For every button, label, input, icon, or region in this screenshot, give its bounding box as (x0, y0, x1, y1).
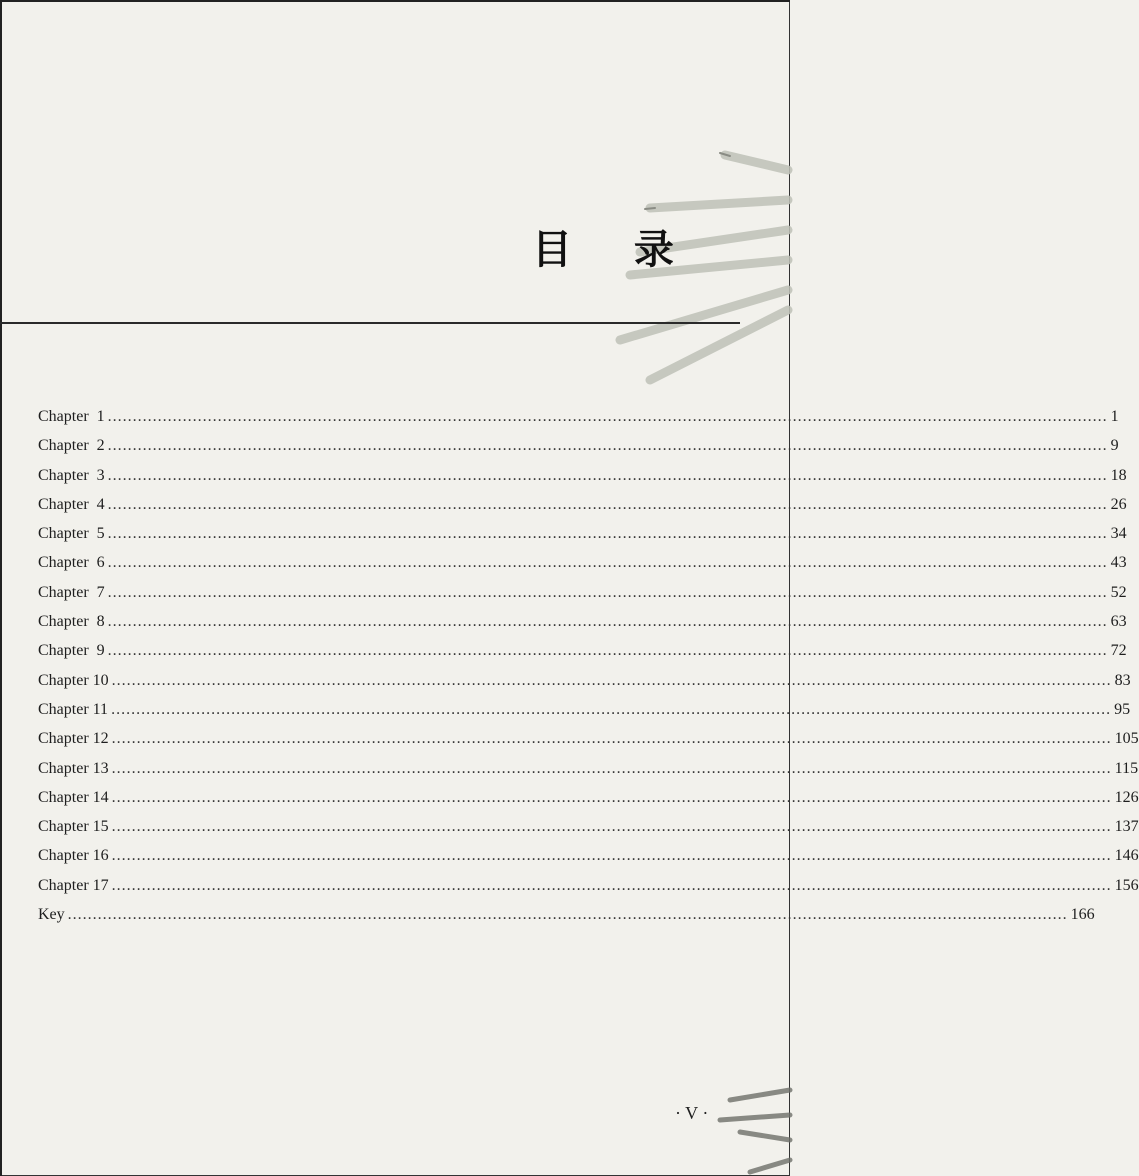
toc-entry[interactable] (38, 724, 1139, 753)
top-rule (0, 0, 790, 2)
toc-leader-dots: ........................................................................................................................................................................................................ (111, 818, 1112, 836)
toc-entry-page: 137 (1114, 818, 1139, 836)
toc-leader-dots: ........................................................................................................................................................................................................ (107, 613, 1108, 631)
toc-entry[interactable] (38, 841, 1139, 870)
pencils-bottom-decoration-icon (710, 1060, 790, 1176)
toc-entry-page: 52 (1110, 583, 1127, 601)
toc-entry-page: 63 (1110, 613, 1127, 631)
toc-entry[interactable] (38, 490, 1127, 519)
toc-leader-dots: ........................................................................................................................................................................................................ (107, 437, 1108, 455)
toc-entry[interactable] (38, 607, 1127, 636)
toc-leader-dots: ........................................................................................................................................................................................................ (107, 525, 1108, 543)
toc-entry-label: Chapter 12 (38, 730, 109, 748)
toc-entry-page: 83 (1114, 671, 1131, 689)
toc-leader-dots: ........................................................................................................................................................................................................ (111, 730, 1112, 748)
toc-entry-page: 115 (1114, 759, 1139, 777)
toc-entry[interactable] (38, 431, 1119, 460)
page-number: · V · (675, 1103, 709, 1123)
pencils-decoration-icon (670, 160, 790, 390)
toc-leader-dots: ........................................................................................................................................................................................................ (107, 642, 1108, 660)
toc-entry-label: Chapter 13 (38, 759, 109, 777)
toc-entry-page: 26 (1110, 495, 1127, 513)
toc-entry[interactable] (38, 812, 1139, 841)
toc-leader-dots: ........................................................................................................................................................................................................ (111, 788, 1112, 806)
toc-entry[interactable] (38, 578, 1127, 607)
toc-entry-label: Chapter 3 (38, 466, 105, 484)
toc-entry-label: Chapter 5 (38, 525, 105, 543)
toc-entry-page: 9 (1110, 437, 1119, 455)
toc-entry[interactable] (38, 666, 1131, 695)
toc-entry[interactable] (38, 636, 1127, 665)
toc-entry-page: 34 (1110, 525, 1127, 543)
toc-entry-page: 43 (1110, 554, 1127, 572)
toc-entry-label: Chapter 2 (38, 437, 105, 455)
toc-entry-label: Chapter 10 (38, 671, 109, 689)
toc-entry-label: Chapter 7 (38, 583, 105, 601)
toc-entry-page: 95 (1114, 700, 1131, 718)
toc-entry-label: Chapter 15 (38, 818, 109, 836)
toc-entry[interactable] (38, 900, 1095, 929)
toc-leader-dots: ........................................................................................................................................................................................................ (107, 466, 1108, 484)
left-rule (0, 0, 2, 1176)
toc-entry-label: Chapter 6 (38, 554, 105, 572)
toc-entry[interactable] (38, 548, 1127, 577)
toc-leader-dots: ........................................................................................................................................................................................................ (67, 906, 1068, 924)
toc-entry[interactable] (38, 871, 1139, 900)
toc-entry-page: 105 (1114, 730, 1139, 748)
toc-leader-dots: ........................................................................................................................................................................................................ (111, 759, 1112, 777)
toc-entry-label: Chapter 4 (38, 495, 105, 513)
toc-entry-page: 146 (1114, 847, 1139, 865)
toc-leader-dots: ........................................................................................................................................................................................................ (111, 847, 1112, 865)
header-rule (0, 322, 740, 324)
toc-entry[interactable] (38, 695, 1131, 724)
toc-leader-dots: ........................................................................................................................................................................................................ (107, 583, 1108, 601)
toc-entry[interactable] (38, 519, 1127, 548)
toc-entry[interactable] (38, 461, 1127, 490)
toc-leader-dots: ........................................................................................................................................................................................................ (111, 700, 1112, 718)
toc-entry-label: Key (38, 906, 65, 924)
toc-leader-dots: ........................................................................................................................................................................................................ (107, 408, 1108, 425)
toc-entry[interactable] (38, 402, 1119, 431)
page-title: 目 录 (532, 227, 698, 273)
toc-entry-label: Chapter 17 (38, 876, 109, 894)
toc-leader-dots: ........................................................................................................................................................................................................ (111, 876, 1112, 894)
toc-entry-page: 126 (1114, 788, 1139, 806)
toc-entry-label: Chapter 1 (38, 408, 105, 425)
table-of-contents (38, 402, 1139, 929)
toc-entry[interactable] (38, 783, 1139, 812)
toc-entry-page: 18 (1110, 466, 1127, 484)
toc-leader-dots: ........................................................................................................................................................................................................ (111, 671, 1112, 689)
toc-entry-label: Chapter 8 (38, 613, 105, 631)
toc-entry-page: 1 (1110, 408, 1119, 425)
toc-entry[interactable] (38, 754, 1139, 783)
toc-entry-label: Chapter 16 (38, 847, 109, 865)
toc-entry-label: Chapter 9 (38, 642, 105, 660)
toc-leader-dots: ........................................................................................................................................................................................................ (107, 554, 1108, 572)
toc-entry-page: 72 (1110, 642, 1127, 660)
toc-entry-label: Chapter 14 (38, 788, 109, 806)
toc-entry-page: 156 (1114, 876, 1139, 894)
toc-leader-dots: ........................................................................................................................................................................................................ (107, 495, 1108, 513)
toc-entry-label: Chapter 11 (38, 700, 109, 718)
toc-entry-page: 166 (1070, 906, 1095, 924)
